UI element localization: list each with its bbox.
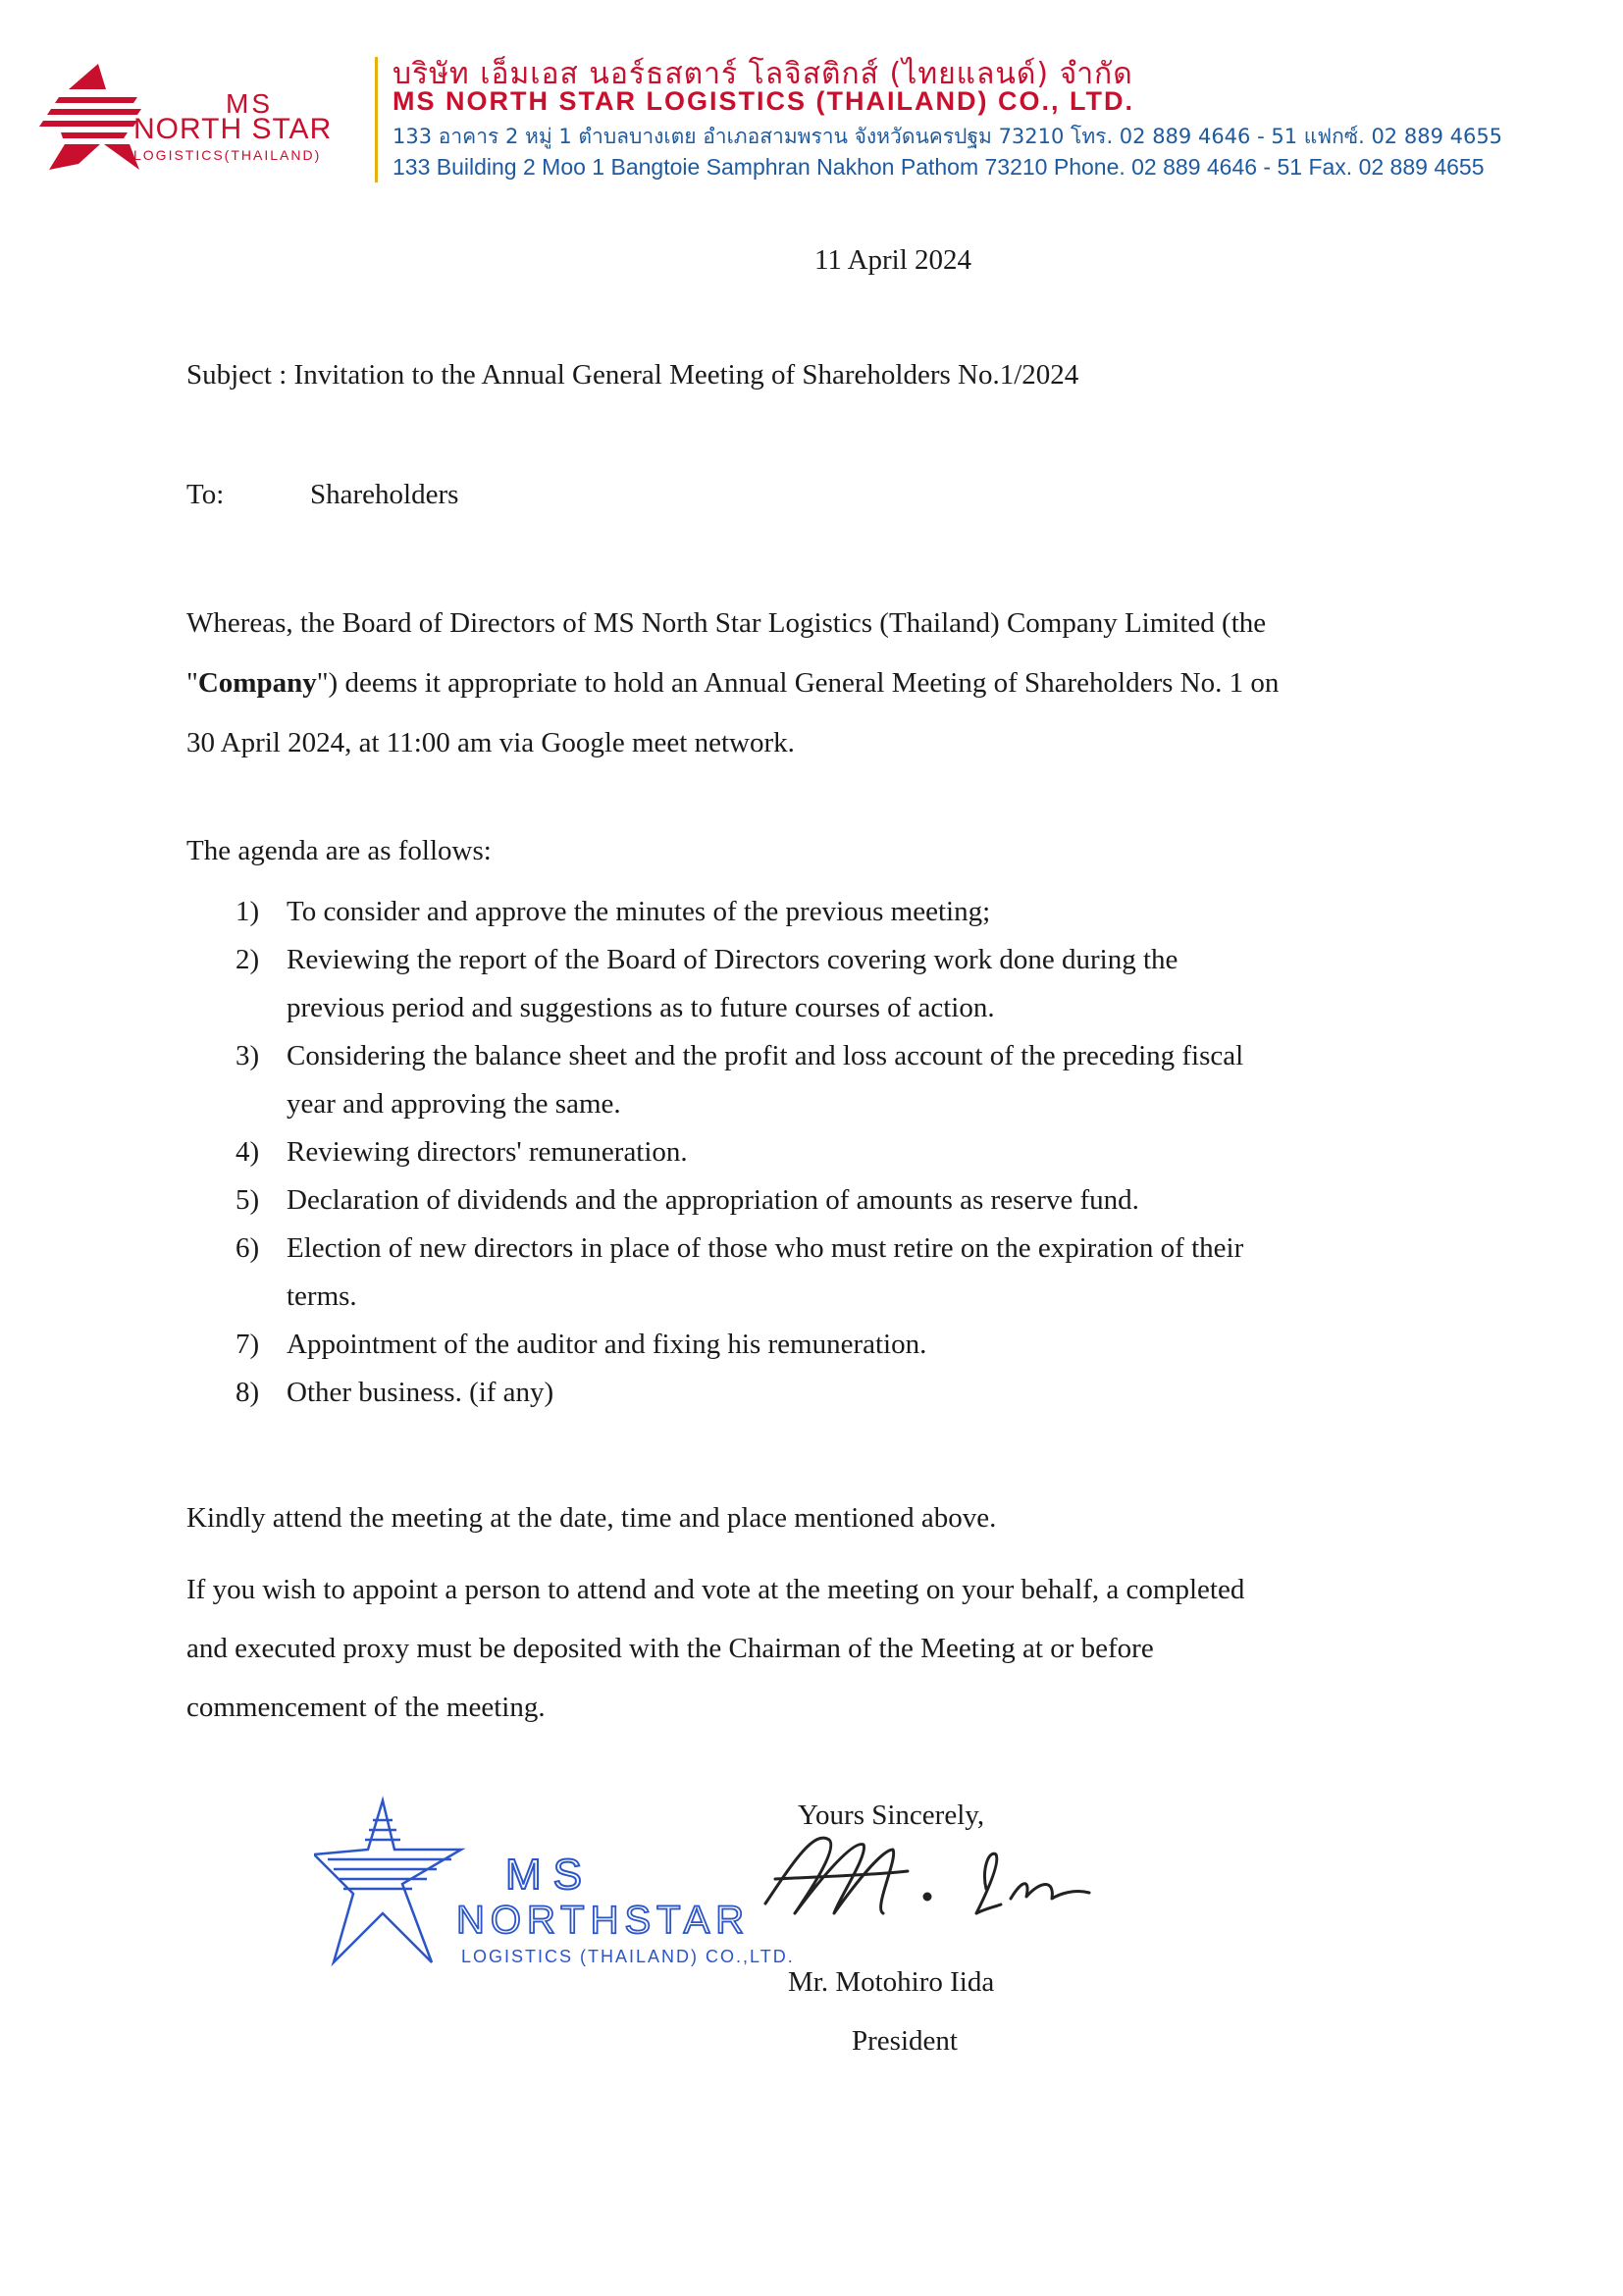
agenda-item-text: year and approving the same. (287, 1088, 621, 1120)
agenda-item (186, 936, 1462, 1032)
proxy-line-2: and executed proxy must be deposited with the Chairman of the Meeting at or before (186, 1633, 1154, 1664)
proxy-line-3: commencement of the meeting. (186, 1692, 546, 1723)
agenda-item (186, 1321, 1462, 1369)
stamp-ms-text: MS (505, 1851, 594, 1899)
company-name-thai: บริษัท เอ็มเอส นอร์ธสตาร์ โลจิสติกส์ (ไทยแลนด์) จำกัด (393, 57, 1133, 91)
signer-title: President (852, 2025, 958, 2057)
agenda-item-text: Appointment of the auditor and fixing his remuneration. (287, 1329, 927, 1360)
logo-sub-text: LOGISTICS(THAILAND) (133, 147, 322, 163)
company-defined-term: Company (197, 667, 317, 699)
agenda-item-text: Other business. (if any) (287, 1377, 554, 1408)
agenda-item-number: 1) (236, 896, 260, 927)
agenda-item-text: previous period and suggestions as to future courses of action. (287, 992, 995, 1023)
closing-line: Kindly attend the meeting at the date, time and place mentioned above. (186, 1502, 997, 1534)
agenda-item-number: 4) (236, 1136, 260, 1168)
agenda-item (186, 1225, 1462, 1321)
logo-ms-text: MS (226, 88, 273, 119)
logo-northstar-text: NORTH STAR (133, 113, 333, 145)
agenda-intro: The agenda are as follows: (186, 835, 492, 866)
agenda-item (186, 888, 1462, 936)
agenda-item-text: Election of new directors in place of those who must retire on the expiration of their (287, 1232, 1244, 1264)
subject-text: Invitation to the Annual General Meeting of Shareholders No.1/2024 (293, 359, 1079, 391)
intro-line-2-rest: ") deems it appropriate to hold an Annual General Meeting of Shareholders No. 1 on (316, 667, 1280, 699)
recipient-label: To: (186, 479, 225, 510)
subject-line (186, 358, 1078, 392)
address-english: 133 Building 2 Moo 1 Bangtoie Samphran Nakhon Pathom 73210 Phone. 02 889 4646 - 51 Fax. 02 889 4655 (393, 154, 1485, 180)
address-thai: 133 อาคาร 2 หมู่ 1 ตำบลบางเตย อำเภอสามพราน จังหวัดนครปฐม 73210 โทร. 02 889 4646 - 51 แฟกซ์. 02 889 4655 (393, 125, 1503, 148)
letterhead-divider (375, 57, 378, 183)
proxy-line-1: If you wish to appoint a person to attend and vote at the meeting on your behalf, a completed (186, 1574, 1245, 1605)
letter-date: 11 April 2024 (814, 244, 972, 276)
agenda-item (186, 1369, 1462, 1417)
recipient: Shareholders (310, 479, 459, 510)
intro-line-2 (186, 653, 1433, 713)
intro-line-1: Whereas, the Board of Directors of MS North Star Logistics (Thailand) Company Limited (the (186, 607, 1267, 639)
stamp-sub-text: LOGISTICS (THAILAND) CO.,LTD. (461, 1947, 795, 1966)
agenda-item (186, 1128, 1462, 1176)
proxy-paragraph (186, 1560, 1433, 1737)
agenda-item-number: 2) (236, 944, 260, 975)
intro-paragraph (186, 594, 1433, 773)
signer-name: Mr. Motohiro Iida (788, 1966, 995, 1998)
agenda-item-number: 3) (236, 1040, 260, 1071)
agenda-item-number: 6) (236, 1232, 260, 1264)
company-name-english: MS NORTH STAR LOGISTICS (THAILAND) CO., LTD. (393, 86, 1134, 116)
agenda-item (186, 1032, 1462, 1128)
agenda-item-text: Declaration of dividends and the appropriation of amounts as reserve fund. (287, 1184, 1139, 1216)
valediction: Yours Sincerely, (798, 1800, 985, 1831)
agenda-item (186, 1176, 1462, 1225)
agenda-item-text: Considering the balance sheet and the profit and loss account of the preceding fiscal (287, 1040, 1244, 1071)
handwritten-signature (736, 1820, 1109, 1938)
intro-line-3: 30 April 2024, at 11:00 am via Google meet network. (186, 727, 795, 758)
agenda-item-number: 5) (236, 1184, 260, 1216)
quote-open: " (186, 667, 198, 699)
agenda-item-text: Reviewing the report of the Board of Directors covering work done during the (287, 944, 1178, 975)
agenda-list (186, 888, 1462, 1417)
agenda-item-number: 8) (236, 1377, 260, 1408)
agenda-item-text: terms. (287, 1280, 357, 1312)
agenda-item-text: Reviewing directors' remuneration. (287, 1136, 688, 1168)
stamp-northstar-text: NORTHSTAR (456, 1899, 751, 1942)
subject-label: Subject : (186, 359, 288, 391)
agenda-item-text: To consider and approve the minutes of the previous meeting; (287, 896, 991, 927)
agenda-item-number: 7) (236, 1329, 260, 1360)
